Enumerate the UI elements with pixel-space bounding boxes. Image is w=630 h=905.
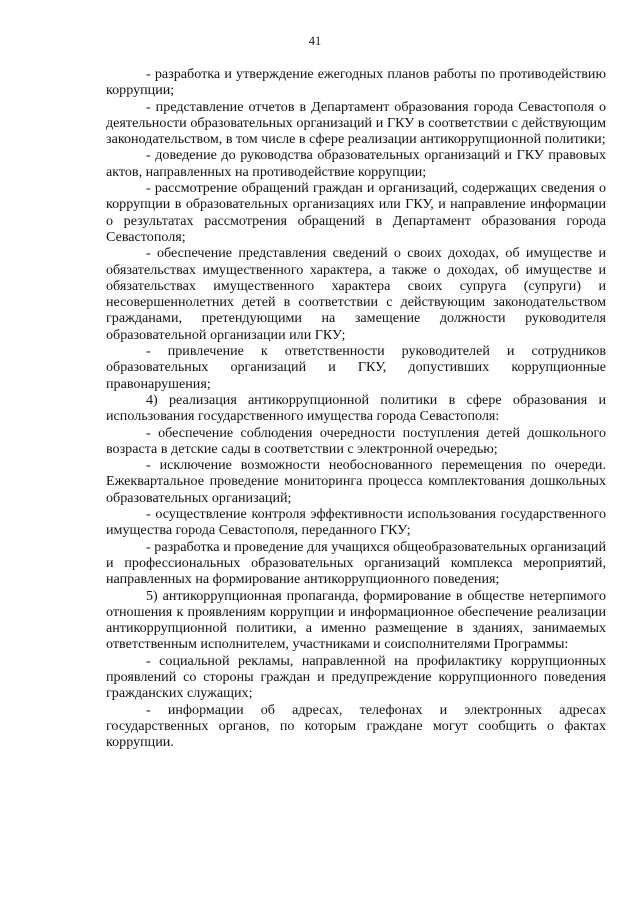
paragraph: - информации об адресах, телефонах и электронных адресах государственных органов, по которым граждане могут сообщить о фактах коррупции.: [106, 701, 606, 751]
paragraph: - исключение возможности необоснованного перемещения по очереди. Ежеквартальное проведение мониторинга процесса комплектования дошкольных образовательных организаций;: [106, 457, 606, 506]
paragraph: 5) антикоррупционная пропаганда, формирование в обществе нетерпимого отношения к проявлениям коррупции и информационное обеспечение реализации антикоррупционной политики, а именно размещение в зданиях, занимаемых ответственным исполнителем, участниками и соисполнителями Программы:: [106, 587, 606, 653]
paragraph: - привлечение к ответственности руководителей и сотрудников образовательных организаций и ГКУ, допустивших коррупционные правонарушения;: [106, 343, 606, 392]
paragraph: - осуществление контроля эффективности использования государственного имущества города Севастополя, переданного ГКУ;: [106, 506, 606, 539]
paragraph: - рассмотрение обращений граждан и организаций, содержащих сведения о коррупции в образовательных организациях или ГКУ, и направление информации о результатах рассмотрения обращений в Департамент образования города Севастополя;: [106, 180, 606, 245]
paragraph: - разработка и утверждение ежегодных планов работы по противодействию коррупции;: [106, 66, 606, 99]
paragraph: - социальной рекламы, направленной на профилактику коррупционных проявлений со стороны граждан и предупреждение коррупционного поведения гражданских служащих;: [106, 652, 606, 702]
paragraph: - разработка и проведение для учащихся общеобразовательных организаций и профессиональных образовательных организаций комплекса мероприятий, направленных на формирование антикоррупционного поведения;: [106, 538, 606, 588]
paragraph: - обеспечение соблюдения очередности поступления детей дошкольного возраста в детские сады в соответствии с электронной очередью;: [106, 424, 606, 457]
paragraph: - обеспечение представления сведений о своих доходах, об имуществе и обязательствах имущественного характера, а также о доходах, об имуществе и обязательствах имущественного характера своих супруга (супруги) и несовершеннолетних детей в соответствии с действующим законодательством гражданами, претендующими на замещение должности руководителя образовательной организации или ГКУ;: [106, 245, 606, 343]
paragraph: - доведение до руководства образовательных организаций и ГКУ правовых актов, направленных на противодействие коррупции;: [106, 147, 606, 180]
page-number: 41: [308, 34, 322, 48]
paragraph: 4) реализация антикоррупционной политики в сфере образования и использования государственного имущества города Севастополя:: [106, 391, 606, 425]
document-body: [106, 66, 606, 750]
paragraph: - представление отчетов в Департамент образования города Севастополя о деятельности образовательных организаций и ГКУ в соответствии с действующим законодательством, в том числе в сфере реализации антикоррупционной политики;: [106, 98, 606, 148]
